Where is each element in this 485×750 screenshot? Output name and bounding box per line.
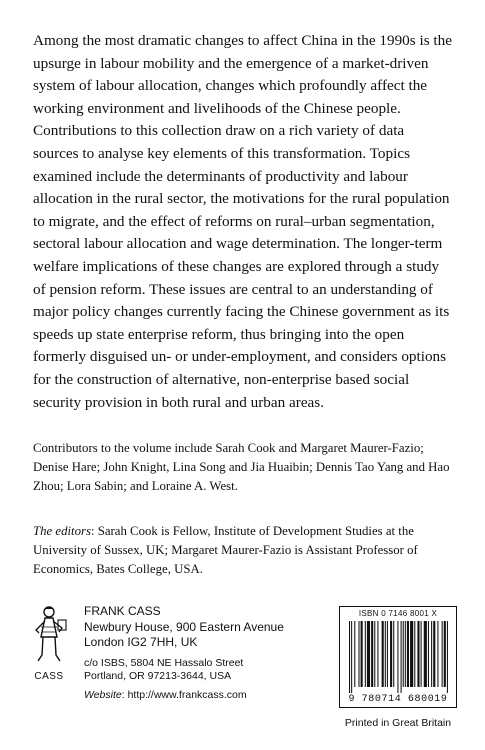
us-address-line-2: Portland, OR 97213-3644, USA [84,669,232,682]
barcode-bar [433,621,435,687]
us-address-line-1: c/o ISBS, 5804 NE Hassalo Street [84,656,244,669]
barcode-bar [351,621,352,693]
barcode-bar [414,621,415,687]
barcode-bar [424,621,427,687]
contributors-text: Contributors to the volume include Sarah Cook and Margaret Maurer-Fazio; Denise Hare; John Knight, Lina Song and Jia Huaibin; Dennis Tao Yang and Hao Zhou; Lora Sabin; and Loraine A. West. [33,441,450,493]
editors-text: : Sarah Cook is Fellow, Institute of Development Studies at the University of Sussex, UK; Margaret Maurer-Fazio is Assistant Professor of Economics, Bates College, USA. [33,524,418,576]
barcode-bar [407,621,409,687]
barcode-bar [410,621,413,687]
barcode-bar [437,621,438,687]
publisher-name: FRANK CASS [84,604,161,618]
barcode-bar [390,621,392,687]
barcode-bar [393,621,394,687]
barcode-bar [358,621,359,687]
publisher-website [84,689,324,702]
barcode-bar [377,621,378,687]
barcode-bar [447,621,448,693]
barcode-bar [442,621,443,687]
barcode-bar [385,621,386,687]
barcode-bar [365,621,366,687]
website-url: : http://www.frankcass.com [121,688,247,701]
barcode-bar [421,621,422,687]
barcode-bar [387,621,388,687]
barcode-bar [367,621,370,687]
barcode-bar [382,621,384,687]
barcode-bar [374,621,375,687]
website-label: Website [84,688,122,701]
barcode-bar [417,621,419,687]
publisher-address-line-1: Newbury House, 900 Eastern Avenue [84,619,284,634]
publisher-logo-icon [28,603,70,671]
barcode-box [339,606,457,708]
barcode-digits: 9 780714 680019 [348,694,448,705]
editors-note [33,522,453,579]
barcode-bar [444,621,446,687]
barcode-bar [405,621,406,687]
barcode-bar [354,621,355,687]
publisher-address-line-2: London IG2 7HH, UK [84,635,198,649]
isbn-text: ISBN 0 7146 8001 X [358,609,438,618]
publisher-address [84,604,324,702]
barcode-bar [401,621,402,693]
blurb-text: Among the most dramatic changes to affect China in the 1990s is the upsurge in labour mobility and the emergence of a market-driven system of labour allocation, changes which profoundly affect the working environment and livelihoods of the Chinese people. Contributions to this collection draw on a rich variety of data sources to analyse key elements of this transformation. Topics examined include the determinants of productivity and labour allocation in the rural sector, the motivations for the rural population to migrate, and the effect of reforms on rural–urban segmentation, sectoral labour allocation and wage determination. The longer-term welfare implications of these changes are explored through a study of pension reform. These issues are central to an understanding of major policy changes currently facing the Chinese government as its speeds up state enterprise reform, thus bringing into the open formerly disguised un- or under-employment, and considers options for the construction of alternative, non-enterprise based social security provision in both rural and urban areas. [33,32,452,411]
barcode-bar [403,621,404,687]
barcode-bar [361,621,363,687]
barcode-bar [397,621,398,693]
barcode-bar [431,621,432,687]
barcode-bar [428,621,429,687]
logo-text: CASS [34,671,64,682]
barcode-icon [349,621,449,693]
barcode-bar [349,621,350,693]
printed-in: Printed in Great Britain [344,717,452,729]
publisher-logo [28,603,70,687]
editors-label: The editors [33,524,91,538]
barcode-bar [371,621,373,687]
